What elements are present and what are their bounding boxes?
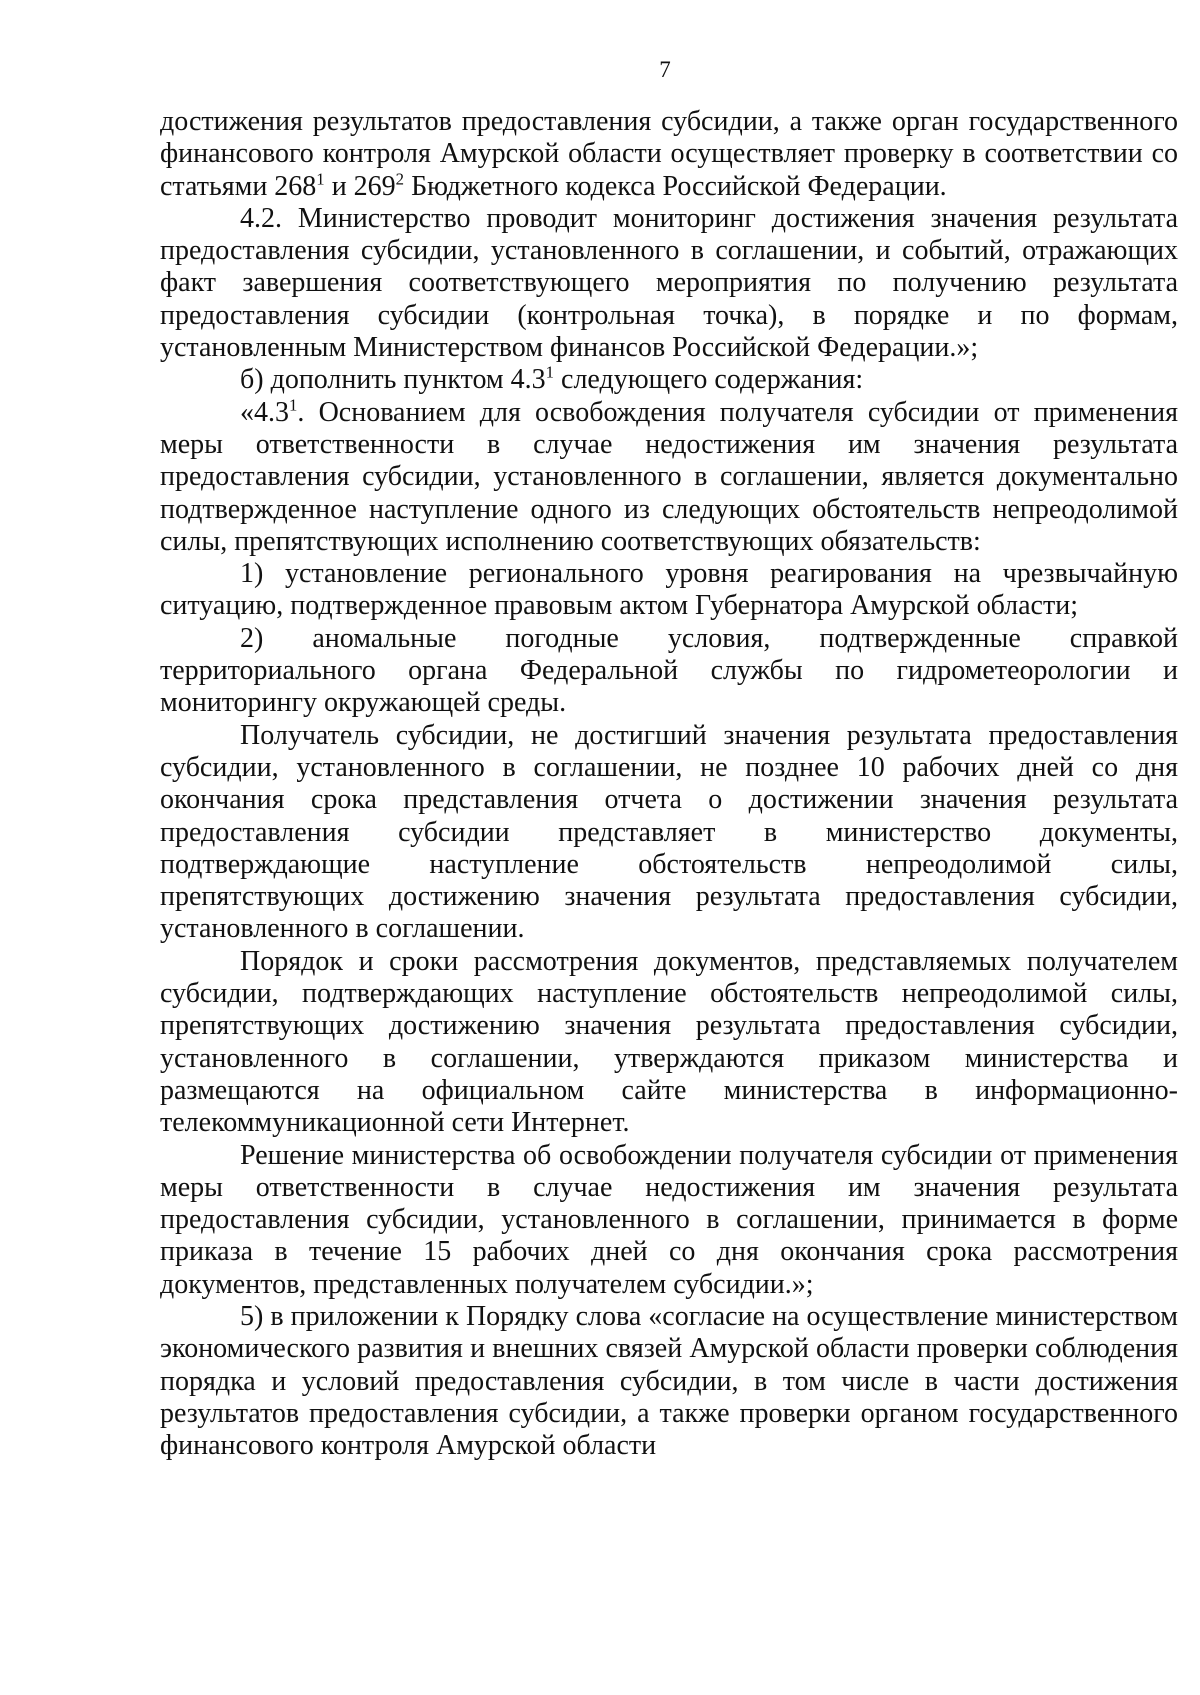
text-run: 4.2. Министерство проводит мониторинг достижения значения результата предоставления субсидии, установленного в соглашении, и событий, отражающих факт завершения соответствующего мероприятия по получению результата предоставления субсидии (контрольная точка), в порядке и по формам, установленным Министерством финансов Российской Федерации.»; [160,202,1178,364]
paragraph [160,946,1178,1140]
paragraph [160,558,1178,623]
superscript: 1 [545,363,555,383]
text-run: Получатель субсидии, не достигший значения результата предоставления субсидии, установленного в соглашении, не позднее 10 рабочих дней со дня окончания срока представления отчета о достижении значения результата предоставления субсидии представляет в министерство документы, подтверждающие наступление обстоятельств непреодолимой силы, препятствующих достижению значения результата предоставления субсидии, установленного в соглашении. [160,719,1178,945]
paragraph [160,623,1178,720]
paragraph [160,106,1178,203]
text-run: . Основанием для освобождения получателя субсидии от применения меры ответственности в случае недостижения им значения результата предоставления субсидии, установленного в соглашении, является документально подтвержденное наступление одного из следующих обстоятельств непреодолимой силы, препятствующих исполнению соответствующих обязательств: [160,396,1178,557]
paragraph [160,1301,1178,1462]
text-run: б) дополнить пунктом 4.3 [240,364,546,396]
paragraph [160,397,1178,558]
text-run: и 269 [324,170,396,202]
text-run: следующего содержания: [554,364,864,396]
superscript: 1 [289,395,298,415]
page-number: 7 [659,57,671,82]
document-body [160,106,1178,1462]
text-run: «4.3 [240,396,289,428]
text-run: 5) в приложении к Порядку слова «согласие на осуществление министерством экономического развития и внешних связей Амурской области проверки соблюдения порядка и условий предоставления субсидии, в том числе в части достижения результатов предоставления субсидии, а также проверки органом государственного финансового контроля Амурской области [160,1300,1178,1462]
text-run: 2) аномальные погодные условия, подтвержденные справкой территориального органа Федеральной службы по гидрометеорологии и мониторингу окружающей среды. [160,622,1178,719]
text-run: Бюджетного кодекса Российской Федерации. [404,170,947,202]
paragraph [160,203,1178,364]
paragraph [160,720,1178,946]
superscript: 2 [395,169,405,189]
text-run: Порядок и сроки рассмотрения документов, представляемых получателем субсидии, подтверждающих наступление обстоятельств непреодолимой силы, препятствующих достижению значения результата предоставления субсидии, установленного в соглашении, утверждаются приказом министерства и размещаются на официальном сайте министерства в информационно-телекоммуникационной сети Интернет. [160,945,1178,1139]
text-run: 1) установление регионального уровня реагирования на чрезвычайную ситуацию, подтвержденное правовым актом Губернатора Амурской области; [160,558,1178,622]
text-run: Решение министерства об освобождении получателя субсидии от применения меры ответственности в случае недостижения им значения результата предоставления субсидии, установленного в соглашении, принимается в форме приказа в течение 15 рабочих дней со дня окончания срока рассмотрения документов, представленных получателем субсидии.»; [160,1139,1178,1300]
paragraph [160,1140,1178,1301]
paragraph [160,364,1178,396]
superscript: 1 [316,169,325,189]
text-run: достижения результатов предоставления субсидии, а также орган государственного финансового контроля Амурской области осуществляет проверку в соответствии со статьями 268 [160,106,1178,202]
